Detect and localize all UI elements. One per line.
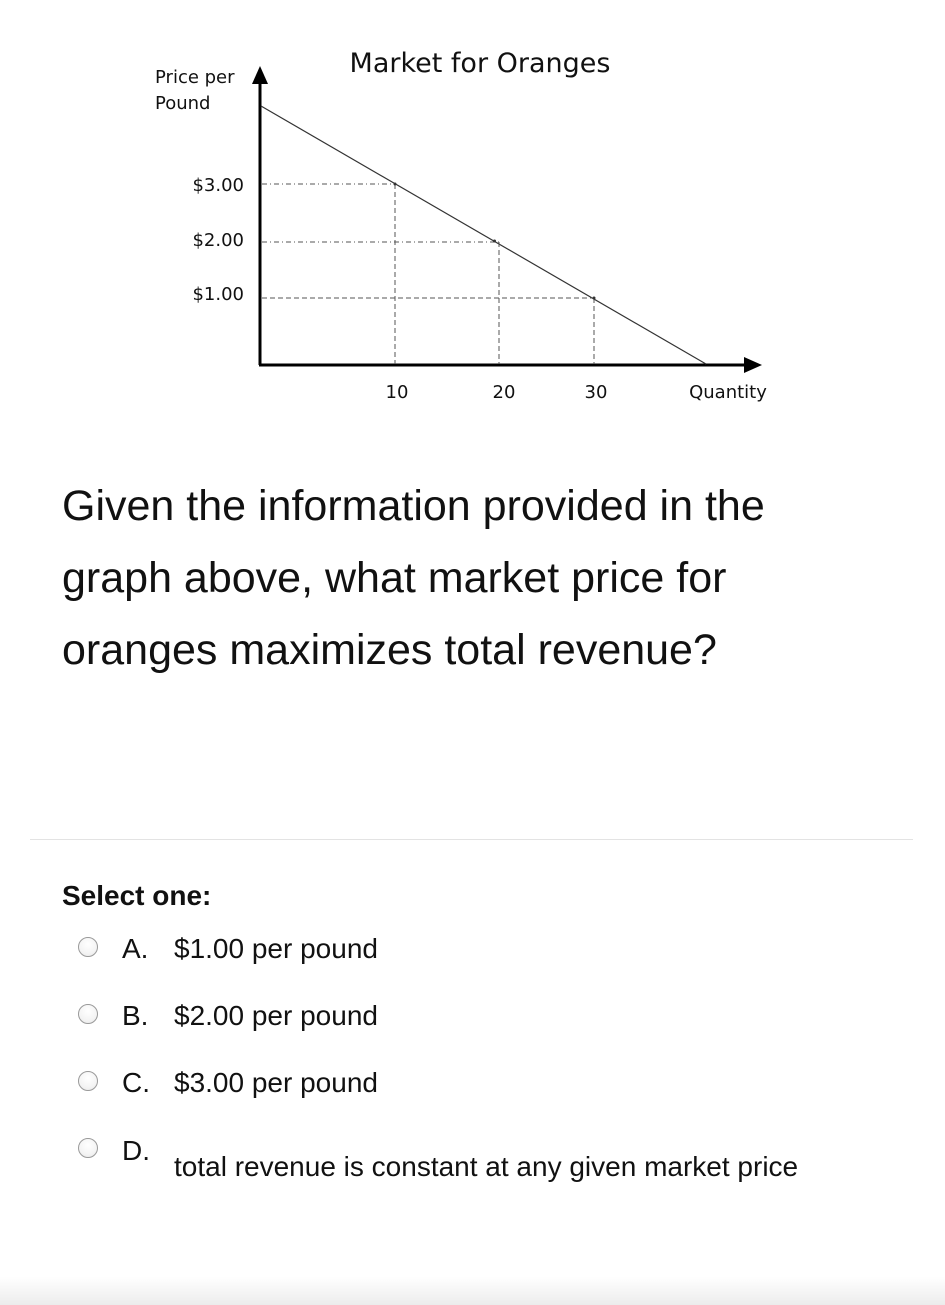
radio-button-b[interactable] — [78, 1004, 98, 1024]
y-axis-label-line2: Pound — [155, 93, 211, 114]
option-letter-b: B. — [122, 1000, 149, 1031]
option-text-d: total revenue is constant at any given market price — [174, 1151, 799, 1182]
y-tick-label-3: $3.00 — [192, 175, 244, 196]
y-axis-arrow — [252, 66, 268, 84]
radio-button-a[interactable] — [78, 937, 98, 957]
y-tick-label-2: $2.00 — [192, 230, 244, 251]
bottom-edge-shadow — [0, 1277, 945, 1305]
question-text: Given the information provided in the graph above, what market price for oranges maximizes total revenue? — [62, 482, 765, 674]
x-axis-arrow — [744, 357, 762, 373]
option-text-c: $3.00 per pound — [174, 1067, 378, 1098]
chart-title: Market for Oranges — [349, 48, 611, 79]
option-letter-c: C. — [122, 1067, 150, 1098]
select-one-label: Select one: — [62, 880, 212, 911]
demand-point-2 — [493, 240, 496, 243]
option-letter-d: D. — [122, 1135, 150, 1166]
x-tick-label-20: 20 — [492, 382, 516, 403]
radio-button-d[interactable] — [78, 1138, 98, 1158]
y-tick-label-1: $1.00 — [192, 284, 244, 305]
demand-point-1 — [394, 183, 397, 186]
section-divider — [30, 839, 913, 840]
option-text-a: $1.00 per pound — [174, 933, 378, 964]
option-letter-a: A. — [122, 933, 149, 964]
option-text-b: $2.00 per pound — [174, 1000, 378, 1031]
x-tick-label-30: 30 — [584, 382, 608, 403]
guide-lines — [262, 184, 594, 364]
x-tick-label-10: 10 — [385, 382, 409, 403]
demand-curve — [261, 106, 706, 364]
market-for-oranges-chart — [0, 0, 945, 440]
x-axis-label: Quantity — [689, 382, 767, 403]
demand-point-3 — [593, 297, 596, 300]
y-axis-label-line1: Price per — [155, 67, 235, 88]
radio-button-c[interactable] — [78, 1071, 98, 1091]
